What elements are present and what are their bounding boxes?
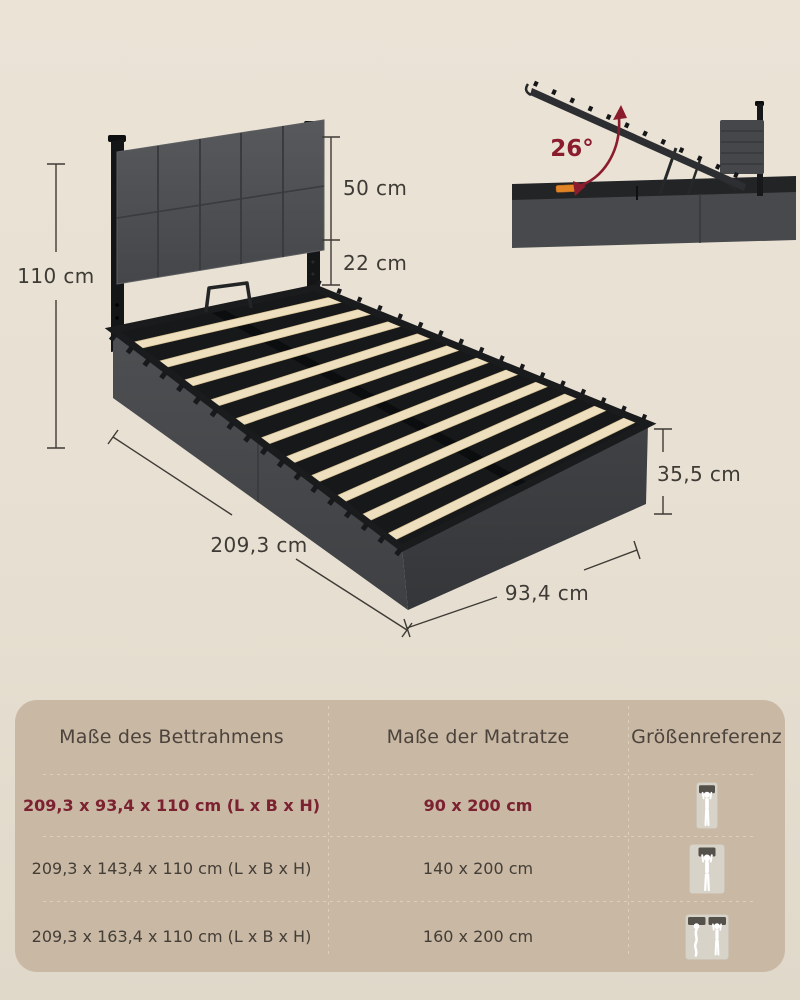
frame-size-value: 209,3 x 143,4 x 110 cm (L x B x H): [31, 859, 312, 878]
table-row-160x200: [15, 901, 785, 972]
two-sleepers-icon: [685, 914, 729, 960]
col-header-mattress: Maße der Matratze: [386, 726, 570, 748]
mattress-size-value: 160 x 200 cm: [422, 927, 534, 946]
row-divider: [43, 774, 757, 775]
col-header-bed-frame: Maße des Bettrahmens: [59, 726, 284, 748]
mini-headboard: [720, 120, 764, 174]
frame-size-value: 209,3 x 93,4 x 110 cm (L x B x H): [22, 795, 321, 815]
lift-angle-label: 26°: [550, 136, 594, 162]
table-row-140x200: [15, 836, 785, 901]
dim-base-height: 35,5 cm: [657, 462, 742, 486]
row-divider: [43, 901, 757, 902]
dim-total-height: 110 cm: [17, 264, 95, 288]
column-divider: [628, 706, 629, 958]
frame-size-value: 209,3 x 163,4 x 110 cm (L x B x H): [31, 927, 312, 946]
single-sleeper-icon: [689, 844, 725, 894]
headboard: [117, 120, 324, 284]
single-sleeper-icon: [696, 782, 718, 829]
size-table: [15, 700, 785, 972]
mini-handle-orange: [556, 184, 576, 192]
row-divider: [43, 836, 757, 837]
size-reference-cell: [628, 782, 785, 829]
table-row-90x200: [15, 774, 785, 836]
dim-width: 93,4 cm: [504, 581, 590, 605]
dim-headboard-gap: 22 cm: [343, 251, 408, 275]
dim-headboard-height: 50 cm: [343, 176, 408, 200]
column-divider: [328, 706, 329, 958]
size-reference-cell: [628, 914, 785, 960]
dim-length: 209,3 cm: [210, 533, 308, 557]
table-header-row: [15, 700, 785, 774]
mattress-size-value: 90 x 200 cm: [423, 795, 533, 815]
col-header-size-reference: Größenreferenz: [631, 726, 782, 748]
lift-angle-illustration: [512, 83, 796, 248]
mattress-size-value: 140 x 200 cm: [422, 859, 534, 878]
size-reference-cell: [628, 844, 785, 894]
